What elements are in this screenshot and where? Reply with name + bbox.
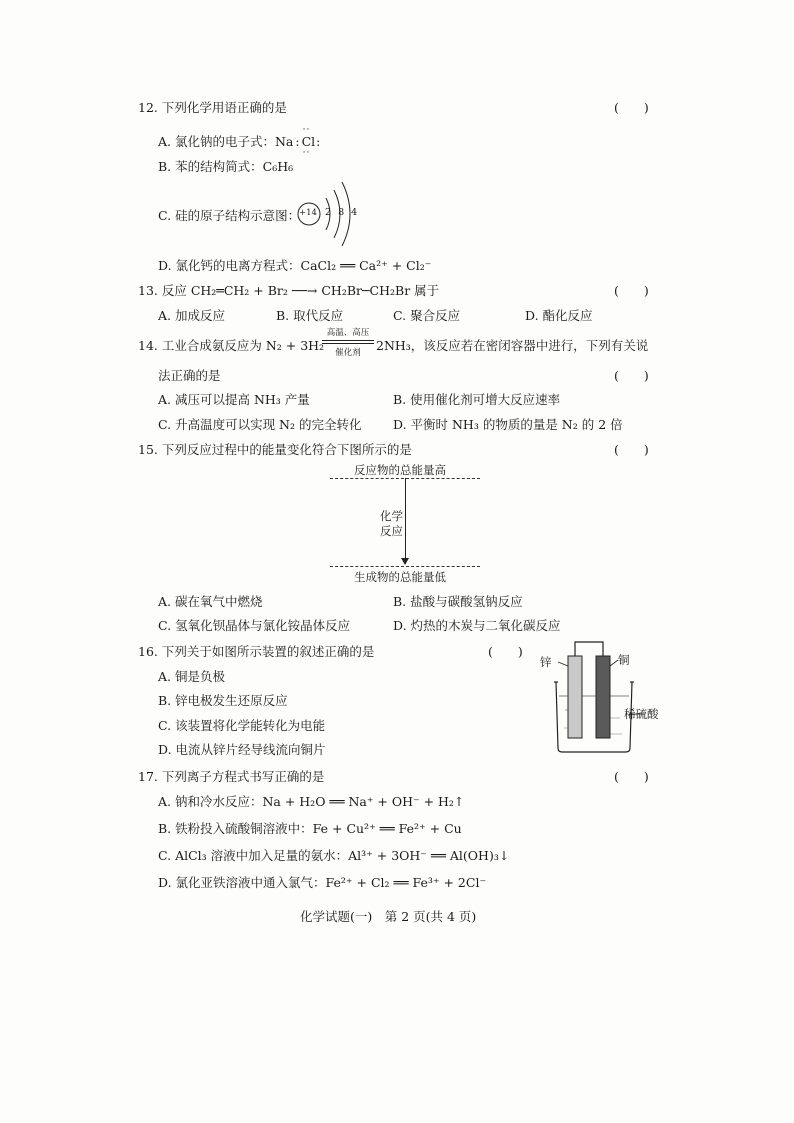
- q14-option-d: D. 平衡时 NH₃ 的物质的量是 N₂ 的 2 倍: [393, 417, 623, 432]
- q16-option-b: B. 锌电极发生还原反应: [158, 693, 288, 708]
- reaction-arrow-shaft: [405, 478, 406, 564]
- q12-colon-2: :: [316, 134, 321, 149]
- q13-option-c: C. 聚合反应: [393, 308, 461, 323]
- energy-low-line: [330, 566, 480, 567]
- energy-low-label: 生成物的总能量低: [354, 570, 446, 584]
- q15-option-c: C. 氢氧化钡晶体与氯化铵晶体反应: [158, 618, 351, 633]
- q12-option-b: B. 苯的结构简式：C₆H₆: [158, 159, 294, 174]
- si-nucleus-label: +14: [299, 208, 317, 218]
- q17-option-a: A. 钠和冷水反应：Na + H₂O ══ Na⁺ + OH⁻ + H₂↑: [158, 794, 465, 809]
- q16-stem: 16. 下列关于如图所示装置的叙述正确的是: [138, 644, 375, 659]
- q12-option-a: [158, 125, 321, 158]
- q14-option-b: B. 使用催化剂可增大反应速率: [393, 392, 561, 407]
- zinc-label: 锌: [540, 655, 552, 669]
- q15-option-a: A. 碳在氧气中燃烧: [158, 594, 263, 609]
- page-footer: 化学试题(一) 第 2 页(共 4 页): [300, 909, 477, 924]
- reaction-label-1: 化学: [380, 509, 403, 523]
- copper-label: 铜: [618, 653, 630, 667]
- q14-cond-top: 高温、高压: [326, 328, 370, 338]
- q14-equilibrium-arrow: [322, 340, 374, 341]
- q17-answer-paren[interactable]: ( ): [614, 769, 649, 784]
- q17-stem: 17. 下列离子方程式书写正确的是: [138, 769, 325, 784]
- q14-option-a: A. 减压可以提高 NH₃ 产量: [158, 392, 310, 407]
- energy-high-label: 反应物的总能量高: [354, 463, 446, 477]
- q12-option-d: D. 氯化钙的电离方程式：CaCl₂ ══ Ca²⁺ + Cl₂⁻: [158, 258, 432, 273]
- q15-option-b: B. 盐酸与碳酸氢钠反应: [393, 594, 523, 609]
- q12-cl: Cl: [301, 134, 316, 149]
- q12-stem: 12. 下列化学用语正确的是: [138, 100, 287, 115]
- si-shell-numbers: 2 8 4: [325, 207, 360, 218]
- q17-option-d: D. 氯化亚铁溶液中通入氯气：Fe²⁺ + Cl₂ ══ Fe³⁺ + 2Cl⁻: [158, 875, 487, 890]
- q12-option-a-text: A. 氯化钠的电子式：Na: [158, 134, 294, 149]
- galvanic-cell-diagram: [530, 636, 670, 756]
- reaction-arrow-head: [401, 558, 409, 565]
- q14-option-c: C. 升高温度可以实现 N₂ 的完全转化: [158, 417, 362, 432]
- q15-option-d: D. 灼热的木炭与二氧化碳反应: [393, 618, 561, 633]
- q12-answer-paren[interactable]: ( ): [614, 100, 649, 115]
- reaction-label-2: 反应: [380, 524, 403, 538]
- bottom-dots: ··: [302, 148, 311, 158]
- q12-option-c: C. 硅的原子结构示意图：: [158, 208, 301, 223]
- q13-option-b: B. 取代反应: [276, 308, 344, 323]
- q15-stem: 15. 下列反应过程中的能量变化符合下图所示的是: [138, 442, 412, 457]
- q16-option-c: C. 该装置将化学能转化为电能: [158, 718, 326, 733]
- q17-option-b: B. 铁粉投入硫酸铜溶液中：Fe + Cu²⁺ ══ Fe²⁺ + Cu: [158, 821, 462, 836]
- q14-cond-bottom: 催化剂: [335, 348, 361, 358]
- q13-stem: 13. 反应 CH₂═CH₂ + Br₂ ──→ CH₂Br─CH₂Br 属于: [138, 283, 440, 298]
- q14-stem-line2: 法正确的是: [158, 368, 221, 383]
- q14-stem-post: 2NH₃，该反应若在密闭容器中进行，下列有关说: [376, 338, 649, 353]
- q13-option-d: D. 酯化反应: [525, 308, 593, 323]
- electron-dot-cl: [301, 125, 316, 158]
- q14-equilibrium-arrow-2: [322, 343, 374, 344]
- q14-answer-paren[interactable]: ( ): [614, 368, 649, 383]
- q15-answer-paren[interactable]: ( ): [614, 442, 649, 457]
- q16-answer-paren[interactable]: ( ): [488, 644, 523, 659]
- q17-option-c: C. AlCl₃ 溶液中加入足量的氨水：Al³⁺ + 3OH⁻ ══ Al(OH)₃↓: [158, 848, 510, 863]
- q14-stem-pre: 14. 工业合成氨反应为 N₂ + 3H₂: [138, 338, 325, 353]
- top-dots: ··: [302, 125, 311, 135]
- q16-option-a: A. 铜是负极: [158, 669, 225, 684]
- q13-answer-paren[interactable]: ( ): [614, 283, 649, 298]
- si-atom-diagram: [296, 176, 366, 246]
- sulfuric-acid-label: 稀硫酸: [624, 707, 659, 721]
- q13-option-a: A. 加成反应: [158, 308, 225, 323]
- q16-option-d: D. 电流从锌片经导线流向铜片: [158, 742, 326, 757]
- q12-colon: :: [295, 134, 300, 149]
